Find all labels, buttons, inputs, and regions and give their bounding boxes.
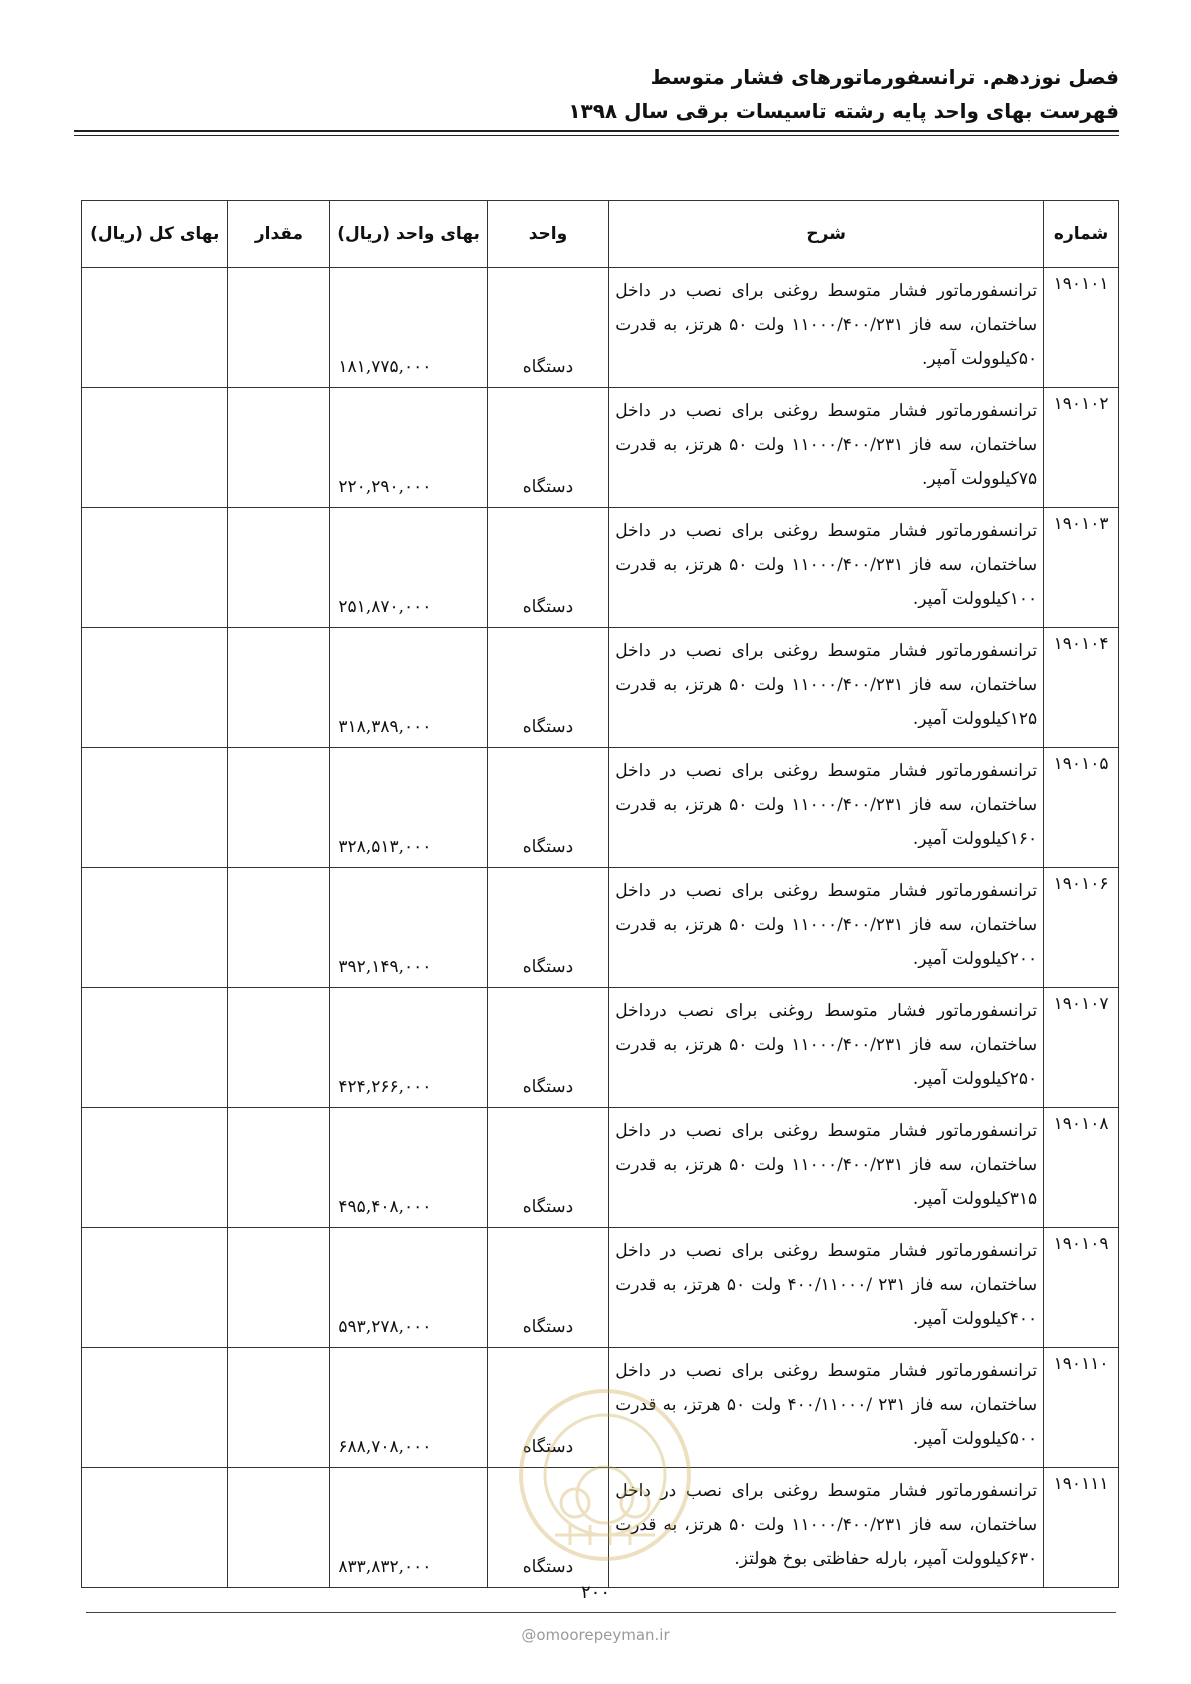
cell-unit: دستگاه [487, 1348, 608, 1468]
cell-total-price [82, 1108, 228, 1228]
cell-unit: دستگاه [487, 508, 608, 628]
cell-number: ۱۹۰۱۰۲ [1044, 388, 1119, 508]
table-row [82, 988, 1119, 1108]
cell-unit-price: ۳۹۲,۱۴۹,۰۰۰ [330, 868, 487, 988]
cell-unit-price: ۵۹۳,۲۷۸,۰۰۰ [330, 1228, 487, 1348]
cell-number: ۱۹۰۱۰۶ [1044, 868, 1119, 988]
cell-unit: دستگاه [487, 268, 608, 388]
cell-quantity [228, 388, 330, 508]
table-row [82, 1348, 1119, 1468]
cell-quantity [228, 1228, 330, 1348]
cell-number: ۱۹۰۱۰۵ [1044, 748, 1119, 868]
table-row [82, 868, 1119, 988]
cell-unit: دستگاه [487, 988, 608, 1108]
header-rule-thick [74, 130, 1119, 132]
header-unit-price: بهای واحد (ریال) [330, 201, 487, 268]
header-total-price: بهای کل (ریال) [82, 201, 228, 268]
header-description: شرح [609, 201, 1044, 268]
cell-unit: دستگاه [487, 388, 608, 508]
footer-rule [86, 1612, 1116, 1613]
watermark-site: @omoorepeyman.ir [521, 1626, 670, 1644]
cell-unit: دستگاه [487, 748, 608, 868]
cell-unit: دستگاه [487, 868, 608, 988]
cell-quantity [228, 628, 330, 748]
cell-unit: دستگاه [487, 1108, 608, 1228]
cell-quantity [228, 508, 330, 628]
cell-unit-price: ۴۲۴,۲۶۶,۰۰۰ [330, 988, 487, 1108]
cell-description: ترانسفورماتور فشار متوسط روغنی برای نصب در داخل ساختمان، سه فاز ۱۱۰۰۰/۴۰۰/۲۳۱ ولت ۵۰ هرتز، به قدرت ۳۱۵کیلوولت آمپر. [609, 1108, 1044, 1228]
header-quantity: مقدار [228, 201, 330, 268]
cell-quantity [228, 1348, 330, 1468]
chapter-title: فصل نوزدهم. ترانسفورماتورهای فشار متوسط [650, 65, 1119, 89]
cell-number: ۱۹۰۱۰۳ [1044, 508, 1119, 628]
cell-number: ۱۹۰۱۰۸ [1044, 1108, 1119, 1228]
cell-number: ۱۹۰۱۰۴ [1044, 628, 1119, 748]
cell-total-price [82, 988, 228, 1108]
page-number: ۲۰۰ [580, 1582, 610, 1603]
cell-total-price [82, 268, 228, 388]
cell-unit-price: ۲۲۰,۲۹۰,۰۰۰ [330, 388, 487, 508]
table-row [82, 388, 1119, 508]
cell-description: ترانسفورماتور فشار متوسط روغنی برای نصب در داخل ساختمان، سه فاز ۲۳۱ /۴۰۰/۱۱۰۰۰ ولت ۵۰ هرتز، به قدرت ۵۰۰کیلوولت آمپر. [609, 1348, 1044, 1468]
cell-description: ترانسفورماتور فشار متوسط روغنی برای نصب در داخل ساختمان، سه فاز ۱۱۰۰۰/۴۰۰/۲۳۱ ولت ۵۰ هرتز، به قدرت ۱۲۵کیلوولت آمپر. [609, 628, 1044, 748]
cell-unit: دستگاه [487, 628, 608, 748]
price-table [81, 200, 1119, 1588]
table-header-row [82, 201, 1119, 268]
cell-unit-price: ۴۹۵,۴۰۸,۰۰۰ [330, 1108, 487, 1228]
cell-total-price [82, 748, 228, 868]
page-header [74, 60, 1119, 128]
cell-total-price [82, 1348, 228, 1468]
cell-number: ۱۹۰۱۱۱ [1044, 1468, 1119, 1588]
cell-description: ترانسفورماتور فشار متوسط روغنی برای نصب در داخل ساختمان، سه فاز ۲۳۱ /۴۰۰/۱۱۰۰۰ ولت ۵۰ هرتز، به قدرت ۴۰۰کیلوولت آمپر. [609, 1228, 1044, 1348]
cell-total-price [82, 628, 228, 748]
table-row [82, 268, 1119, 388]
cell-description: ترانسفورماتور فشار متوسط روغنی برای نصب در داخل ساختمان، سه فاز ۱۱۰۰۰/۴۰۰/۲۳۱ ولت ۵۰ هرتز، به قدرت ۱۰۰کیلوولت آمپر. [609, 508, 1044, 628]
cell-unit: دستگاه [487, 1468, 608, 1588]
cell-total-price [82, 1468, 228, 1588]
header-number: شماره [1044, 201, 1119, 268]
cell-description: ترانسفورماتور فشار متوسط روغنی برای نصب در داخل ساختمان، سه فاز ۱۱۰۰۰/۴۰۰/۲۳۱ ولت ۵۰ هرتز، به قدرت ۵۰کیلوولت آمپر. [609, 268, 1044, 388]
header-unit: واحد [487, 201, 608, 268]
cell-total-price [82, 1228, 228, 1348]
cell-total-price [82, 868, 228, 988]
cell-number: ۱۹۰۱۰۷ [1044, 988, 1119, 1108]
cell-unit-price: ۸۳۳,۸۳۲,۰۰۰ [330, 1468, 487, 1588]
cell-number: ۱۹۰۱۰۹ [1044, 1228, 1119, 1348]
cell-unit-price: ۲۵۱,۸۷۰,۰۰۰ [330, 508, 487, 628]
table-row [82, 1468, 1119, 1588]
cell-unit: دستگاه [487, 1228, 608, 1348]
cell-quantity [228, 988, 330, 1108]
cell-description: ترانسفورماتور فشار متوسط روغنی برای نصب در داخل ساختمان، سه فاز ۱۱۰۰۰/۴۰۰/۲۳۱ ولت ۵۰ هرتز، به قدرت ۶۳۰کیلوولت آمپر، بارله حفاظتی بوخ هولتز. [609, 1468, 1044, 1588]
cell-total-price [82, 508, 228, 628]
cell-description: ترانسفورماتور فشار متوسط روغنی برای نصب در داخل ساختمان، سه فاز ۱۱۰۰۰/۴۰۰/۲۳۱ ولت ۵۰ هرتز، به قدرت ۱۶۰کیلوولت آمپر. [609, 748, 1044, 868]
cell-unit-price: ۳۱۸,۳۸۹,۰۰۰ [330, 628, 487, 748]
cell-quantity [228, 268, 330, 388]
cell-number: ۱۹۰۱۰۱ [1044, 268, 1119, 388]
table-row [82, 1108, 1119, 1228]
table-row [82, 1228, 1119, 1348]
cell-quantity [228, 868, 330, 988]
cell-unit-price: ۶۸۸,۷۰۸,۰۰۰ [330, 1348, 487, 1468]
cell-description: ترانسفورماتور فشار متوسط روغنی برای نصب در داخل ساختمان، سه فاز ۱۱۰۰۰/۴۰۰/۲۳۱ ولت ۵۰ هرتز، به قدرت ۲۰۰کیلوولت آمپر. [609, 868, 1044, 988]
table-row [82, 748, 1119, 868]
cell-number: ۱۹۰۱۱۰ [1044, 1348, 1119, 1468]
cell-unit-price: ۳۲۸,۵۱۳,۰۰۰ [330, 748, 487, 868]
cell-quantity [228, 1108, 330, 1228]
cell-quantity [228, 1468, 330, 1588]
header-rule-thin [74, 135, 1119, 136]
cell-description: ترانسفورماتور فشار متوسط روغنی برای نصب درداخل ساختمان، سه فاز ۱۱۰۰۰/۴۰۰/۲۳۱ ولت ۵۰ هرتز، به قدرت ۲۵۰کیلوولت آمپر. [609, 988, 1044, 1108]
document-title: فهرست بهای واحد پایه رشته تاسیسات برقی سال ۱۳۹۸ [568, 99, 1119, 123]
cell-description: ترانسفورماتور فشار متوسط روغنی برای نصب در داخل ساختمان، سه فاز ۱۱۰۰۰/۴۰۰/۲۳۱ ولت ۵۰ هرتز، به قدرت ۷۵کیلوولت آمپر. [609, 388, 1044, 508]
cell-unit-price: ۱۸۱,۷۷۵,۰۰۰ [330, 268, 487, 388]
table-row [82, 508, 1119, 628]
cell-quantity [228, 748, 330, 868]
table-row [82, 628, 1119, 748]
cell-total-price [82, 388, 228, 508]
